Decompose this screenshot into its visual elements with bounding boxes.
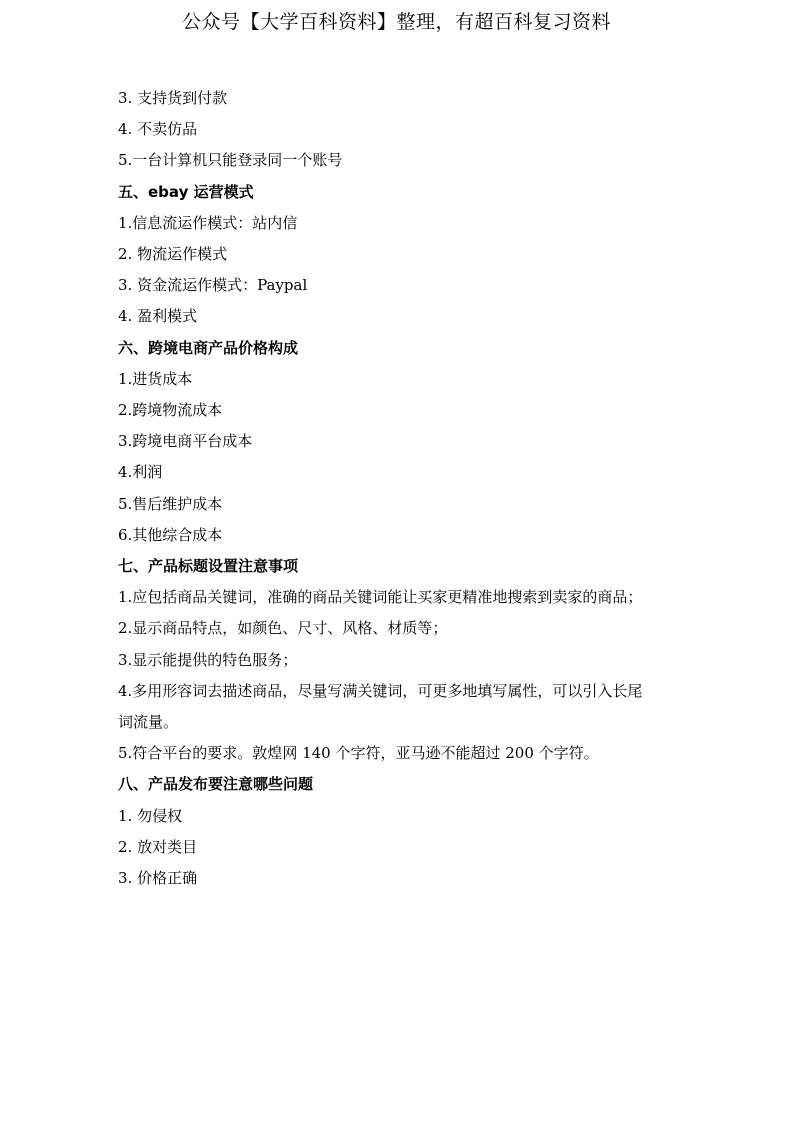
list-item: 5.符合平台的要求。敦煌网 140 个字符，亚马逊不能超过 200 个字符。: [118, 744, 599, 763]
section-heading: 五、ebay 运营模式: [118, 182, 254, 201]
list-item: 3.跨境电商平台成本: [118, 432, 253, 451]
list-item: 3. 支持货到付款: [118, 89, 228, 107]
page-header: 公众号【大学百科资料】整理，有超百科复习资料: [181, 11, 611, 33]
list-item: 1. 勿侵权: [118, 806, 183, 825]
list-item: 5.售后维护成本: [118, 494, 223, 513]
section-heading: 六、跨境电商产品价格构成: [118, 338, 299, 357]
list-item: 2. 放对类目: [118, 837, 198, 856]
list-item: 1.进货成本: [118, 369, 193, 388]
list-item: 3.显示能提供的特色服务；: [118, 650, 298, 669]
list-item: 4.利润: [118, 463, 163, 482]
list-item: 1.应包括商品关键词，准确的商品关键词能让买家更精准地搜索到卖家的商品；: [118, 588, 643, 607]
list-item: 3. 资金流运作模式：Paypal: [118, 276, 308, 295]
list-item: 3. 价格正确: [118, 869, 198, 888]
document-body: [118, 83, 688, 894]
section-heading: 七、产品标题设置注意事项: [118, 557, 299, 576]
list-item: 6.其他综合成本: [118, 525, 223, 544]
list-item: 1.信息流运作模式：站内信: [118, 213, 298, 232]
list-item: 2.跨境物流成本: [118, 401, 223, 420]
list-item: 5.一台计算机只能登录同一个账号: [118, 151, 343, 170]
list-item: 4. 不卖仿品: [118, 120, 198, 139]
list-item: 2. 物流运作模式: [118, 245, 228, 264]
list-item-continuation: 词流量。: [118, 713, 179, 732]
list-item: 4.多用形容词去描述商品，尽量写满关键词，可更多地填写属性，可以引入长尾: [118, 681, 643, 700]
list-item: 2.显示商品特点，如颜色、尺寸、风格、材质等；: [118, 619, 448, 638]
list-item: 4. 盈利模式: [118, 307, 198, 326]
section-heading: 八、产品发布要注意哪些问题: [118, 775, 314, 794]
